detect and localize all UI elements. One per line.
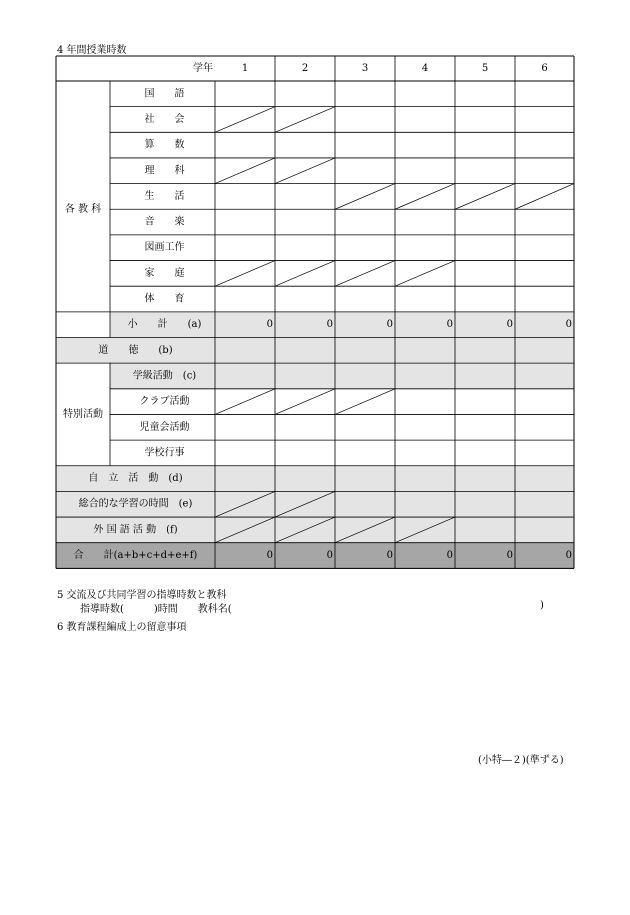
grade-header-5: 5	[481, 63, 489, 74]
row-label-taiiku: 体 育	[144, 293, 185, 305]
section-5-close-paren: )	[540, 600, 544, 611]
row-label-kokugo: 国 語	[144, 88, 185, 100]
row-label-jiritsu: 自 立 活 動 (d)	[88, 473, 183, 485]
not-applicable-slash	[215, 389, 275, 415]
not-applicable-slash	[335, 261, 395, 287]
row-label-gakkyu: 学級活動 (c)	[132, 370, 197, 382]
row-label-club: クラブ活動	[139, 396, 190, 408]
cell-value-gokei-3: 0	[386, 550, 393, 562]
cell-value-shokei-2: 0	[326, 319, 333, 331]
cell-value-shokei-5: 0	[506, 319, 513, 331]
grade-header-label: 学年	[193, 63, 213, 74]
not-applicable-slash	[455, 184, 515, 210]
row-label-shakai: 社 会	[144, 113, 185, 125]
form-code-note: (小特―２)(準ずる)	[478, 755, 564, 766]
cell-value-gokei-6: 0	[565, 550, 572, 562]
section-4-title: 4 年間授業時数	[57, 45, 127, 56]
group-label-special-activities: 特別活動	[63, 408, 103, 420]
group-label-subjects: 各 教 科	[64, 203, 102, 215]
cell-value-shokei-6: 0	[565, 319, 572, 331]
row-label-dotoku: 道 徳 (b)	[98, 344, 173, 356]
row-label-ongaku: 音 楽	[144, 216, 185, 228]
cell-value-gokei-4: 0	[446, 550, 453, 562]
not-applicable-slash	[275, 389, 335, 415]
grade-header-1: 1	[241, 63, 249, 74]
cell-value-gokei-1: 0	[266, 550, 273, 562]
row-label-gaikokugo: 外 国 語 活 動 (f)	[93, 524, 178, 536]
not-applicable-slash	[395, 184, 455, 210]
not-applicable-slash	[515, 184, 574, 210]
cell-value-shokei-1: 0	[266, 319, 273, 331]
row-label-gokei: 合 計(a+b+c+d+e+f)	[73, 550, 198, 562]
cell-value-gokei-5: 0	[506, 550, 513, 562]
grade-header-2: 2	[301, 63, 309, 74]
cell-value-shokei-4: 0	[446, 319, 453, 331]
not-applicable-slash	[275, 107, 335, 133]
not-applicable-slash	[275, 261, 335, 287]
row-label-gakkogyoji: 学校行事	[144, 447, 185, 459]
row-label-shokei: 小 計 (a)	[127, 319, 202, 331]
section-5-detail: 指導時数( )時間 教科名(	[80, 604, 232, 615]
row-label-jidokai: 児童会活動	[139, 421, 190, 433]
not-applicable-slash	[335, 389, 395, 415]
grade-header-6: 6	[541, 63, 548, 74]
not-applicable-slash	[275, 158, 335, 184]
section-5-title: 5 交流及び共同学習の指導時数と教科	[57, 590, 227, 601]
not-applicable-slash	[215, 107, 275, 133]
not-applicable-slash	[215, 261, 275, 287]
grade-header-3: 3	[361, 63, 369, 74]
row-label-sogo: 総合的な学習の時間 (e)	[78, 498, 193, 510]
row-label-rika: 理 科	[144, 165, 185, 177]
cell-value-shokei-3: 0	[386, 319, 393, 331]
section-6-title: 6 教育課程編成上の留意事項	[57, 622, 187, 633]
not-applicable-slash	[215, 158, 275, 184]
row-label-sansu: 算 数	[144, 139, 185, 151]
grade-header-4: 4	[421, 63, 429, 74]
row-label-zuga: 図画工作	[144, 242, 185, 254]
not-applicable-slash	[335, 184, 395, 210]
cell-value-gokei-2: 0	[326, 550, 333, 562]
not-applicable-slash	[395, 261, 455, 287]
row-label-seikatsu: 生 活	[144, 190, 185, 202]
row-label-katei: 家 庭	[144, 267, 185, 279]
